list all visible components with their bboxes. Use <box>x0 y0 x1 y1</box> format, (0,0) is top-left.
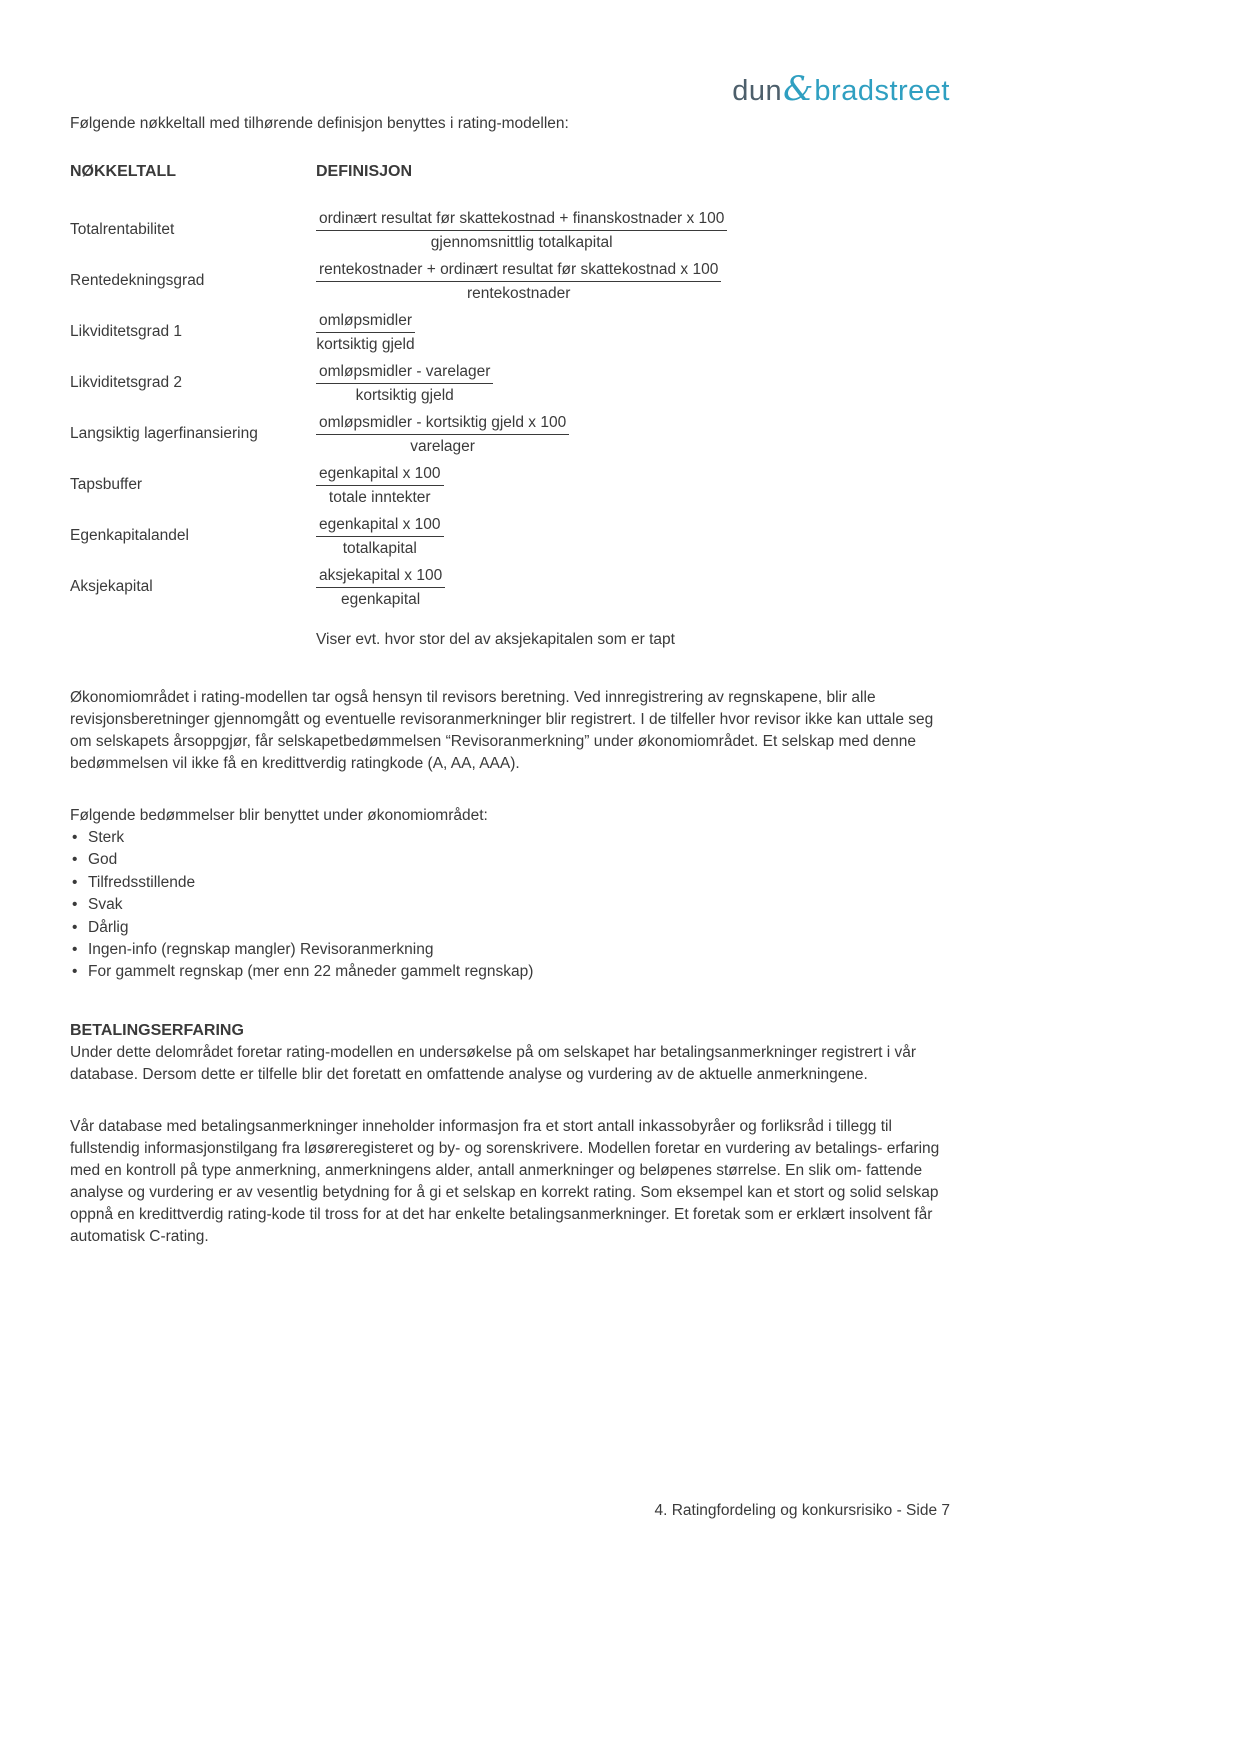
list-item <box>70 849 950 871</box>
key-figures-table <box>70 161 950 651</box>
payment-paragraph-1: Under dette delområdet foretar rating-modellen en undersøkelse på om selskapet har betalingsanmerkninger registrert i vår database. Dersom dette er tilfelle blir det foretatt en omfattende analyse og vurdering av de aktuelle anmerkningene. <box>70 1043 917 1083</box>
key-figure-label: Egenkapitalandel <box>70 527 189 544</box>
bullet-icon: • <box>72 918 78 936</box>
fraction <box>316 566 445 609</box>
fraction <box>316 464 444 507</box>
bullet-icon: • <box>72 963 78 981</box>
fraction-numerator: aksjekapital x 100 <box>316 566 445 588</box>
table-row <box>70 260 950 305</box>
logo-text-bradstreet: bradstreet <box>814 75 950 107</box>
assessment-label: Sterk <box>88 829 125 846</box>
ampersand-icon: & <box>783 69 814 109</box>
table-header-row <box>70 161 950 183</box>
fraction-denominator: gjennomsnittlig totalkapital <box>430 234 613 251</box>
fraction-numerator: egenkapital x 100 <box>316 515 444 537</box>
dun-bradstreet-logo <box>70 0 950 113</box>
assessments-list <box>70 827 950 984</box>
fraction-numerator: egenkapital x 100 <box>316 464 444 486</box>
bullet-icon: • <box>72 873 78 891</box>
payment-paragraph-2: Vår database med betalingsanmerkninger inneholder informasjon fra et stort antall inkassobyråer og forliksråd i tillegg til fullstendig informasjonstilgang fra løsøreregisteret og by- og sorenskrivere. Modellen foretar en vurdering av betalings- erfaring med en kontroll på type anmerkning, anmerkningens alder, antall anmerkninger og beløpenes størrelse. En slik om- fattende analyse og vurdering er av vesentlig betydning for å gi et selskap en korrekt rating. Som eksempel kan et stort og solid selskap oppnå en kredittverdig rating-kode til tross for at det har enkelte betalingsanmerkninger. Et foretak som er erklært insolvent får automatisk C-rating. <box>70 1117 940 1245</box>
key-figure-label: Aksjekapital <box>70 578 153 595</box>
table-row <box>70 515 950 560</box>
definition-cell <box>316 515 950 560</box>
table-row <box>70 464 950 509</box>
assessment-label: God <box>88 851 118 869</box>
list-item <box>70 917 950 939</box>
bullet-icon: • <box>72 829 78 846</box>
definition-cell <box>316 464 950 509</box>
key-figure-label: Totalrentabilitet <box>70 221 175 238</box>
fraction-numerator: rentekostnader + ordinært resultat før skattekostnad x 100 <box>316 260 721 282</box>
fraction-numerator: omløpsmidler <box>316 311 415 333</box>
aksjekapital-note: Viser evt. hvor stor del av aksjekapitalen som er tapt <box>316 631 675 648</box>
fraction-denominator: varelager <box>410 438 475 455</box>
list-item <box>70 939 950 961</box>
fraction <box>316 515 444 558</box>
key-figure-label: Tapsbuffer <box>70 476 143 493</box>
fraction-denominator: rentekostnader <box>466 285 571 302</box>
intro-text: Følgende nøkkeltall med tilhørende definisjon benyttes i rating-modellen: <box>70 115 569 132</box>
fraction-denominator: totalkapital <box>342 540 417 557</box>
column-header-definisjon: DEFINISJON <box>316 163 413 180</box>
fraction <box>316 413 569 456</box>
definition-cell <box>316 311 950 356</box>
definition-cell <box>316 413 950 458</box>
table-row <box>70 209 950 254</box>
fraction-numerator: ordinært resultat før skattekostnad + finanskostnader x 100 <box>316 209 727 231</box>
table-row <box>70 362 950 407</box>
fraction <box>316 260 721 303</box>
fraction-numerator: omløpsmidler - kortsiktig gjeld x 100 <box>316 413 569 435</box>
economy-paragraph: Økonomiområdet i rating-modellen tar også hensyn til revisors beretning. Ved innregistrering av regnskapene, blir alle revisjonsberetninger gjennomgått og eventuelle revisoranmerkninger blir registrert. I de tilfeller hvor revisor ikke kan uttale seg om selskapets årsoppgjør, får selskapetbedømmelsen “Revisoranmerkning” under økonomiområdet. Et selskap med denne bedømmelsen vil ikke få en kredittverdig ratingkode (A, AA, AAA). <box>70 689 934 772</box>
note-spacer <box>70 629 316 651</box>
assessment-label: Ingen-info (regnskap mangler) Revisoranmerkning <box>88 941 434 959</box>
assessment-label: Dårlig <box>88 918 129 936</box>
fraction-denominator: kortsiktig gjeld <box>355 387 454 404</box>
assessment-label: For gammelt regnskap (mer enn 22 måneder gammelt regnskap) <box>88 963 534 981</box>
bullet-icon: • <box>72 851 78 869</box>
definition-cell <box>316 362 950 407</box>
assessment-label: Tilfredsstillende <box>88 873 196 891</box>
fraction <box>316 209 727 252</box>
definition-cell <box>316 209 950 254</box>
key-figure-label: Likviditetsgrad 1 <box>70 323 183 340</box>
list-item <box>70 872 950 894</box>
key-figure-label: Langsiktig lagerfinansiering <box>70 425 258 442</box>
column-header-nokkeltall: NØKKELTALL <box>70 163 177 180</box>
bullet-icon: • <box>72 941 78 959</box>
assessment-label: Svak <box>88 896 123 914</box>
key-figure-label: Likviditetsgrad 2 <box>70 374 183 391</box>
definition-cell <box>316 566 950 611</box>
table-row <box>70 311 950 356</box>
fraction-denominator: egenkapital <box>340 591 421 608</box>
definition-cell <box>316 260 950 305</box>
list-item <box>70 894 950 916</box>
table-row <box>70 413 950 458</box>
logo-text-dun: dun <box>732 75 783 107</box>
key-figure-label: Rentedekningsgrad <box>70 272 205 289</box>
fraction <box>316 311 415 354</box>
fraction-denominator: totale inntekter <box>328 489 431 506</box>
table-note-row <box>70 629 950 651</box>
fraction-denominator: kortsiktig gjeld <box>316 336 415 353</box>
list-item <box>70 827 950 849</box>
page-footer: 4. Ratingfordeling og konkursrisiko - Side 7 <box>654 1502 950 1519</box>
table-row <box>70 566 950 611</box>
list-item <box>70 961 950 983</box>
fraction-numerator: omløpsmidler - varelager <box>316 362 493 384</box>
section-heading-betalingserfaring: BETALINGSERFARING <box>70 1021 244 1039</box>
fraction <box>316 362 493 405</box>
assessments-intro: Følgende bedømmelser blir benyttet under økonomiområdet: <box>70 807 488 824</box>
bullet-icon: • <box>72 896 78 914</box>
